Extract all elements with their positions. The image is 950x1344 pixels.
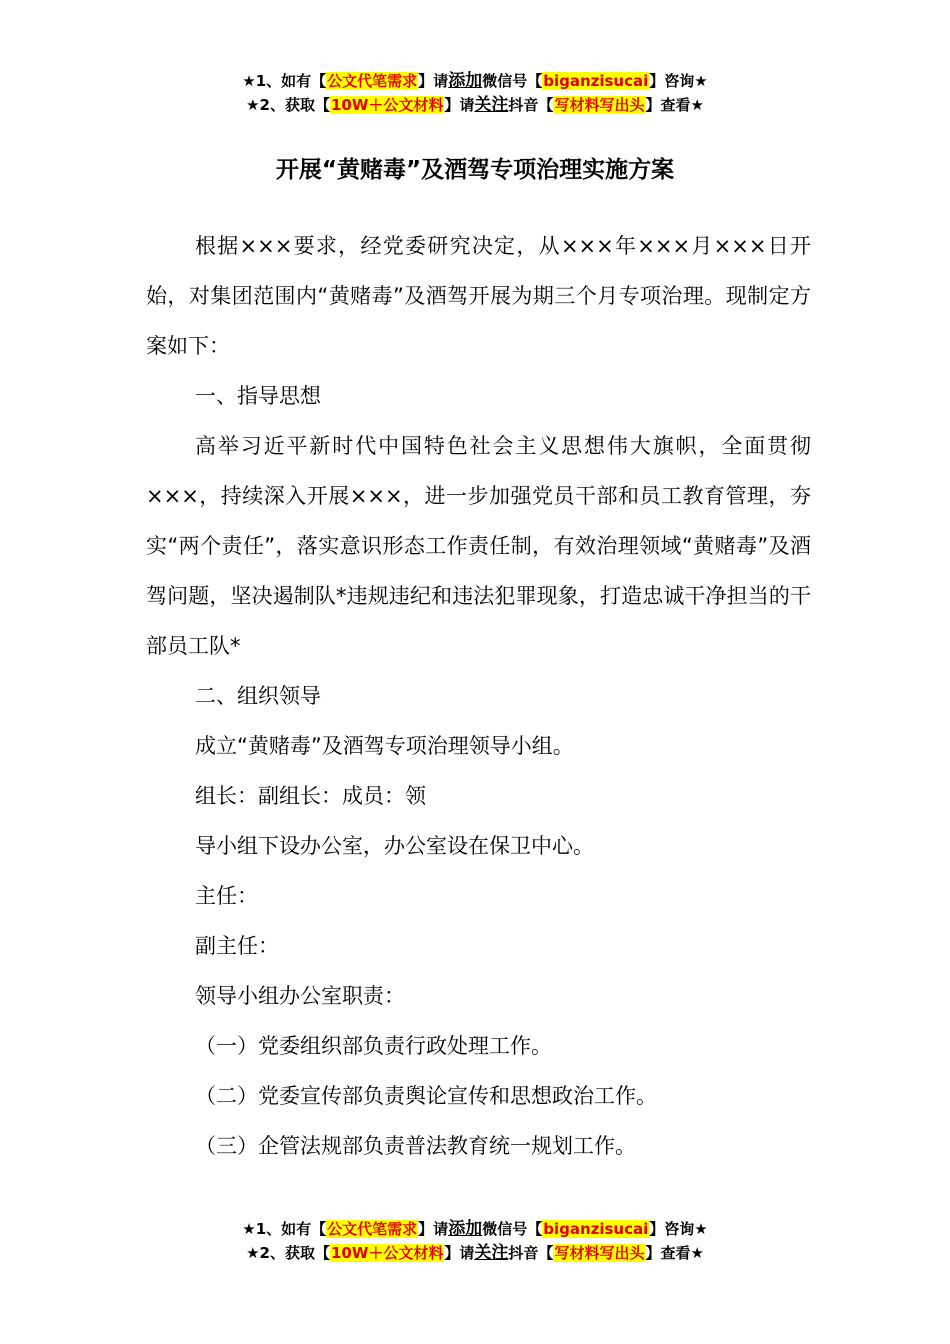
promo-text: 】咨询★ — [649, 72, 708, 90]
document-title: 开展“黄赌毒”及酒驾专项治理实施方案 — [275, 157, 675, 183]
paragraph-intro: 根据×××要求，经党委研究决定，从×××年×××月×××日开始，对集团范围内“黄赌毒”及酒驾开展为期三个月专项治理。现制定方案如下： — [146, 234, 811, 358]
promo-highlight: 公文代笔需求 — [327, 72, 418, 90]
promo-text: 】咨询★ — [649, 1220, 708, 1238]
promo-text: 】查看★ — [645, 96, 704, 114]
promo-underlined: 关注 — [474, 1243, 509, 1263]
paragraph-deputy-director: 副主任： — [195, 934, 279, 958]
promo-text: 抖音【 — [508, 1244, 554, 1262]
promo-text: 】查看★ — [645, 1244, 704, 1262]
paragraph-director: 主任： — [195, 884, 258, 908]
promo-text: ★2、获取【 — [246, 1244, 330, 1262]
paragraph-leading-group: 成立“黄赌毒”及酒驾专项治理领导小组。 — [195, 734, 574, 758]
paragraph-office: 导小组下设办公室，办公室设在保卫中心。 — [195, 834, 594, 858]
promo-underlined: 关注 — [474, 95, 509, 115]
promo-text: 微信号【 — [482, 72, 543, 90]
promo-underlined: 添加 — [448, 71, 483, 91]
paragraph-office-duties: 领导小组办公室职责： — [195, 984, 405, 1008]
list-item-duty-3: （三）企管法规部负责普法教育统一规划工作。 — [195, 1134, 636, 1158]
promo-highlight: biganzisucai — [543, 1220, 649, 1238]
promo-underlined: 添加 — [448, 1219, 483, 1239]
document-body — [146, 221, 811, 1171]
promo-highlight: biganzisucai — [543, 72, 649, 90]
promo-text: ★1、如有【 — [242, 1220, 327, 1238]
section-heading-guiding-ideology: 一、指导思想 — [195, 384, 321, 408]
paragraph-guiding-ideology: 高举习近平新时代中国特色社会主义思想伟大旗帜，全面贯彻×××，持续深入开展×××，进一步加强党员干部和员工教育管理，夯实“两个责任”，落实意识形态工作责任制，有效治理领域“黄赌毒”及酒驾问题，坚决遏制队*违规违纪和违法犯罪现象，打造忠诚干净担当的干部员工队* — [146, 434, 811, 658]
section-heading-organization: 二、组织领导 — [195, 684, 321, 708]
promo-text: 】请 — [444, 1244, 475, 1262]
promo-text: 】请 — [444, 96, 475, 114]
promo-banner-top — [0, 69, 950, 117]
promo-highlight: 10W＋公文材料 — [330, 1244, 444, 1262]
promo-text: 】请 — [418, 72, 449, 90]
promo-highlight: 公文代笔需求 — [327, 1220, 418, 1238]
paragraph-members: 组长：副组长：成员：领 — [195, 784, 426, 808]
promo-highlight: 写材料写出头 — [554, 96, 645, 114]
promo-line-1 — [0, 1217, 950, 1241]
promo-highlight: 10W＋公文材料 — [330, 96, 444, 114]
promo-line-2 — [0, 93, 950, 117]
promo-text: 】请 — [418, 1220, 449, 1238]
promo-text: ★1、如有【 — [242, 72, 327, 90]
promo-line-1 — [0, 69, 950, 93]
promo-line-2 — [0, 1241, 950, 1265]
promo-text: 微信号【 — [482, 1220, 543, 1238]
promo-text: ★2、获取【 — [246, 96, 330, 114]
list-item-duty-2: （二）党委宣传部负责舆论宣传和思想政治工作。 — [195, 1084, 657, 1108]
promo-banner-bottom — [0, 1217, 950, 1265]
promo-highlight: 写材料写出头 — [554, 1244, 645, 1262]
list-item-duty-1: （一）党委组织部负责行政处理工作。 — [195, 1034, 552, 1058]
promo-text: 抖音【 — [508, 96, 554, 114]
